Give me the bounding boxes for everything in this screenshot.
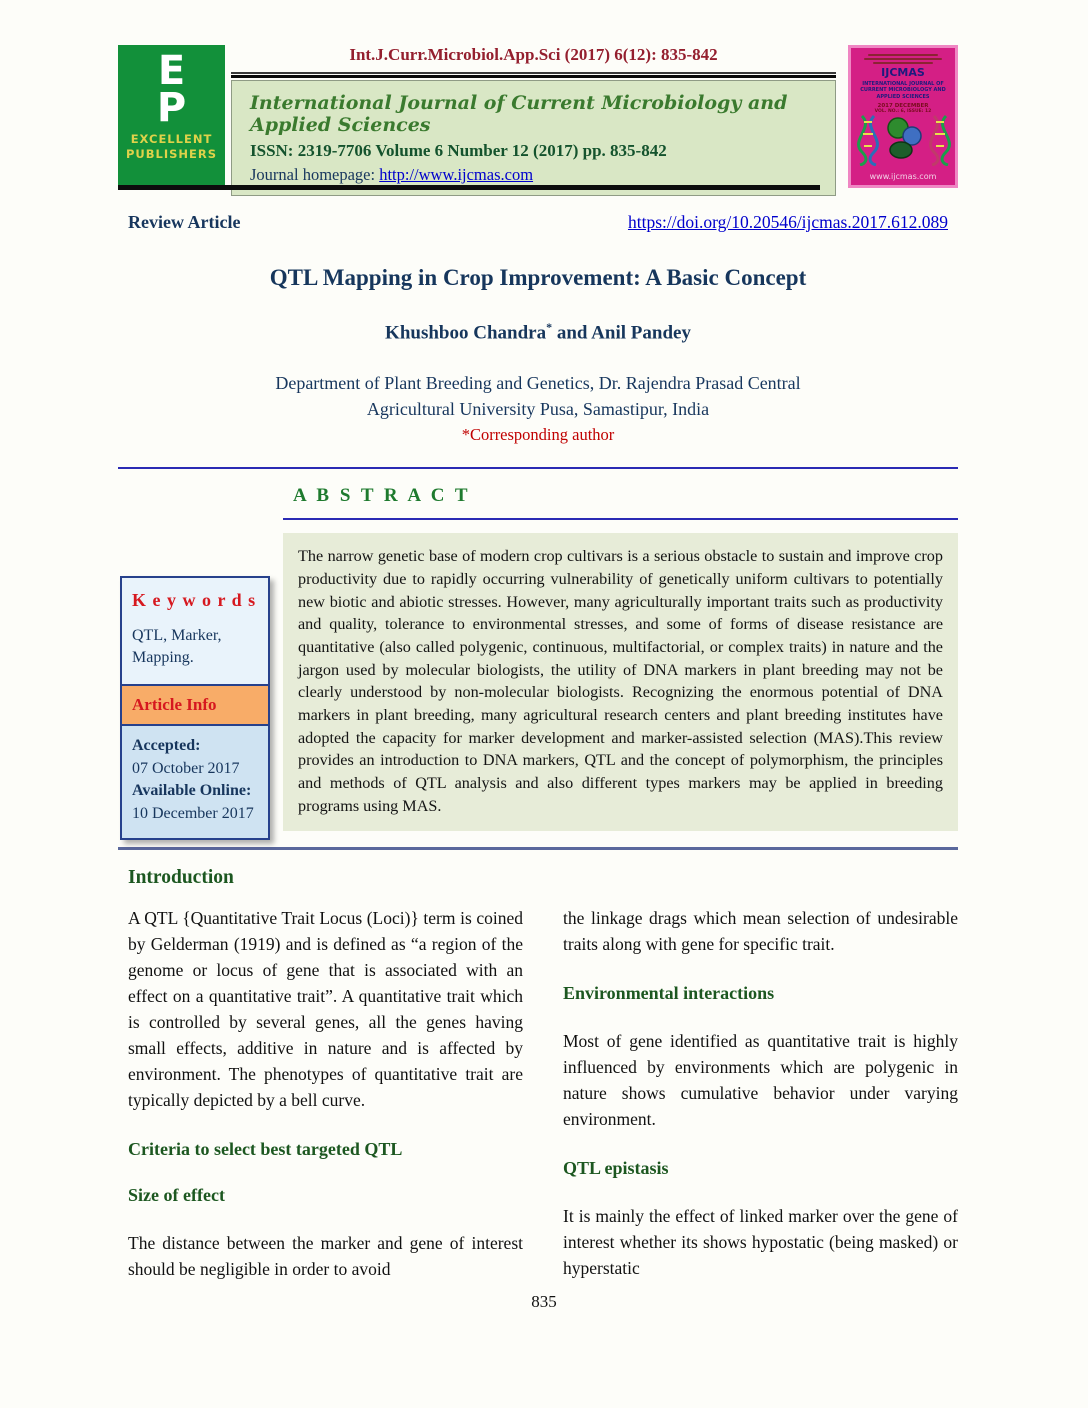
section-heading: Environmental interactions — [563, 983, 775, 1004]
cover-issue-line: 2017 DECEMBER — [877, 102, 929, 109]
section-heading: QTL epistasis — [563, 1157, 669, 1178]
cover-issn-bar — [873, 62, 934, 65]
affiliation — [118, 371, 958, 422]
homepage-label: Journal homepage: — [250, 165, 380, 184]
journal-info-box — [231, 80, 836, 196]
article-title: QTL Mapping in Crop Improvement: A Basic Concept — [269, 265, 807, 290]
body-paragraph: It is mainly the effect of linked marker over the gene of interest whether its shows hypostatic (being masked) or hyperstatic — [563, 1205, 958, 1278]
cover-column — [848, 45, 958, 196]
double-rule — [231, 72, 836, 78]
available-online-label: Available Online: — [132, 782, 252, 800]
right-column — [563, 906, 958, 1307]
homepage-line — [250, 165, 817, 185]
author-2: and Anil Pandey — [552, 322, 691, 344]
logo-letter-e: E — [157, 48, 186, 94]
accepted-label: Accepted: — [132, 736, 201, 754]
journal-cover-thumbnail — [848, 45, 958, 188]
publisher-logo — [118, 45, 225, 196]
logo-text-line1: EXCELLENT — [130, 132, 213, 147]
available-online-date: 10 December 2017 — [132, 804, 254, 822]
abstract-section — [283, 485, 958, 831]
abstract-text: The narrow genetic base of modern crop cultivars is a serious obstacle to sustain and improve crop productivity due to rapidly occurring vulnerability of genetically uniform cultivars to potentially new biotic and abiotic stresses. However, many agriculturally important traits such as productivity and quality, tolerance to environmental stresses, and some of forms of disease resistance are quantitative (also called polygenic, continuous, multifactorial, or complex traits) in nature and the jargon used by molecular biologists, the utility of DNA markers in plant breeding may not be clearly understood by non-molecular biologists. Recognizing the enormous potential of DNA markers in plant breeding, many agricultural research centers and plant breeding institutes have adopted the capacity for marker development and marker-assisted selection (MAS).This review provides an introduction to DNA markers, QTL and the concept of polymorphism, the principles and methods of QTL analysis and also different types markers may be applied in breeding programs using MAS. — [283, 533, 958, 831]
affiliation-line-2: Agricultural University Pusa, Samastipur, India — [366, 398, 710, 419]
body-paragraph: The distance between the marker and gene of interest should be negligible in order to avoid — [128, 1232, 523, 1279]
keywords-heading: K e y w o r d s — [132, 590, 257, 610]
keywords-section — [122, 578, 268, 684]
cover-issn-bar — [864, 58, 942, 61]
body-paragraph: A QTL {Quantitative Trait Locus (Loci)} term is coined by Gelderman (1919) and is defined as “a region of the genome or locus of gene that is associated with an effect on a quantitative trait”. A quantitative trait which is controlled by several genes, all the genes having small effects, additive in nature and is affected by environment. The phenotypes of quantitative trait are typically depicted by a bell curve. — [128, 908, 523, 1110]
author-1: Khushboo Chandra — [385, 322, 547, 344]
journal-title: International Journal of Current Microbiology and Applied Sciences — [250, 92, 788, 136]
corresponding-author-note: *Corresponding author — [461, 425, 615, 445]
logo-text-line2: PUBLISHERS — [125, 147, 218, 162]
cover-issn-bar — [868, 54, 939, 57]
abstract-heading: A B S T R A C T — [293, 485, 471, 507]
article-info-dates — [122, 726, 268, 838]
issn-line: ISSN: 2319-7706 Volume 6 Number 12 (2017) pp. 835-842 — [250, 141, 667, 160]
divider-abstract — [283, 518, 958, 520]
keywords-box — [120, 576, 270, 840]
dna-art — [854, 114, 954, 166]
authors-line — [118, 320, 958, 344]
article-info-heading: Article Info — [132, 694, 217, 714]
masthead-bottom-rule — [118, 185, 820, 190]
article-info-band — [122, 684, 268, 726]
introduction-heading: Introduction — [128, 867, 234, 889]
citation-line: Int.J.Curr.Microbiol.App.Sci (2017) 6(12): 835-842 — [349, 45, 718, 64]
homepage-link[interactable]: http://www.ijcmas.com — [379, 165, 534, 184]
article-type-label: Review Article — [128, 212, 241, 232]
left-column — [128, 906, 523, 1307]
section-heading: Criteria to select best targeted QTL — [128, 1138, 403, 1159]
type-doi-row — [118, 212, 958, 233]
corresponding-asterisk: * — [546, 320, 553, 334]
logo-letter-p: P — [156, 85, 187, 132]
doi-link[interactable]: https://doi.org/10.20546/ijcmas.2017.612.089 — [627, 212, 948, 232]
two-column-body — [118, 906, 958, 1307]
body-paragraph: the linkage drags which mean selection of undesirable traits along with gene for specific trait. — [563, 908, 958, 955]
divider-top — [118, 467, 958, 469]
section-heading: Size of effect — [128, 1184, 225, 1205]
affiliation-line-1: Department of Plant Breeding and Genetics, Dr. Rajendra Prasad Central — [275, 373, 801, 394]
masthead-center — [231, 45, 836, 196]
body-paragraph: Most of gene identified as quantitative trait is highly influenced by environments which are polygenic in nature shows cumulative behavior under varying environment. — [563, 1031, 958, 1129]
masthead — [118, 45, 958, 196]
ep-logo — [118, 45, 225, 185]
accepted-date: 07 October 2017 — [132, 759, 240, 777]
cover-acronym: IJCMAS — [881, 66, 925, 79]
cover-volume-line: VOL. NO.: 6, ISSUE: 12 — [874, 108, 932, 114]
keywords-list: QTL, Marker, Mapping. — [132, 627, 222, 667]
page-number: 835 — [531, 1292, 557, 1311]
cover-journal-name: INTERNATIONAL JOURNAL OF CURRENT MICROBIOLOGY AND APPLIED SCIENCES — [860, 81, 946, 100]
article-content — [118, 212, 958, 1307]
divider-body — [118, 847, 958, 850]
cover-website: www.ijcmas.com — [869, 171, 937, 181]
